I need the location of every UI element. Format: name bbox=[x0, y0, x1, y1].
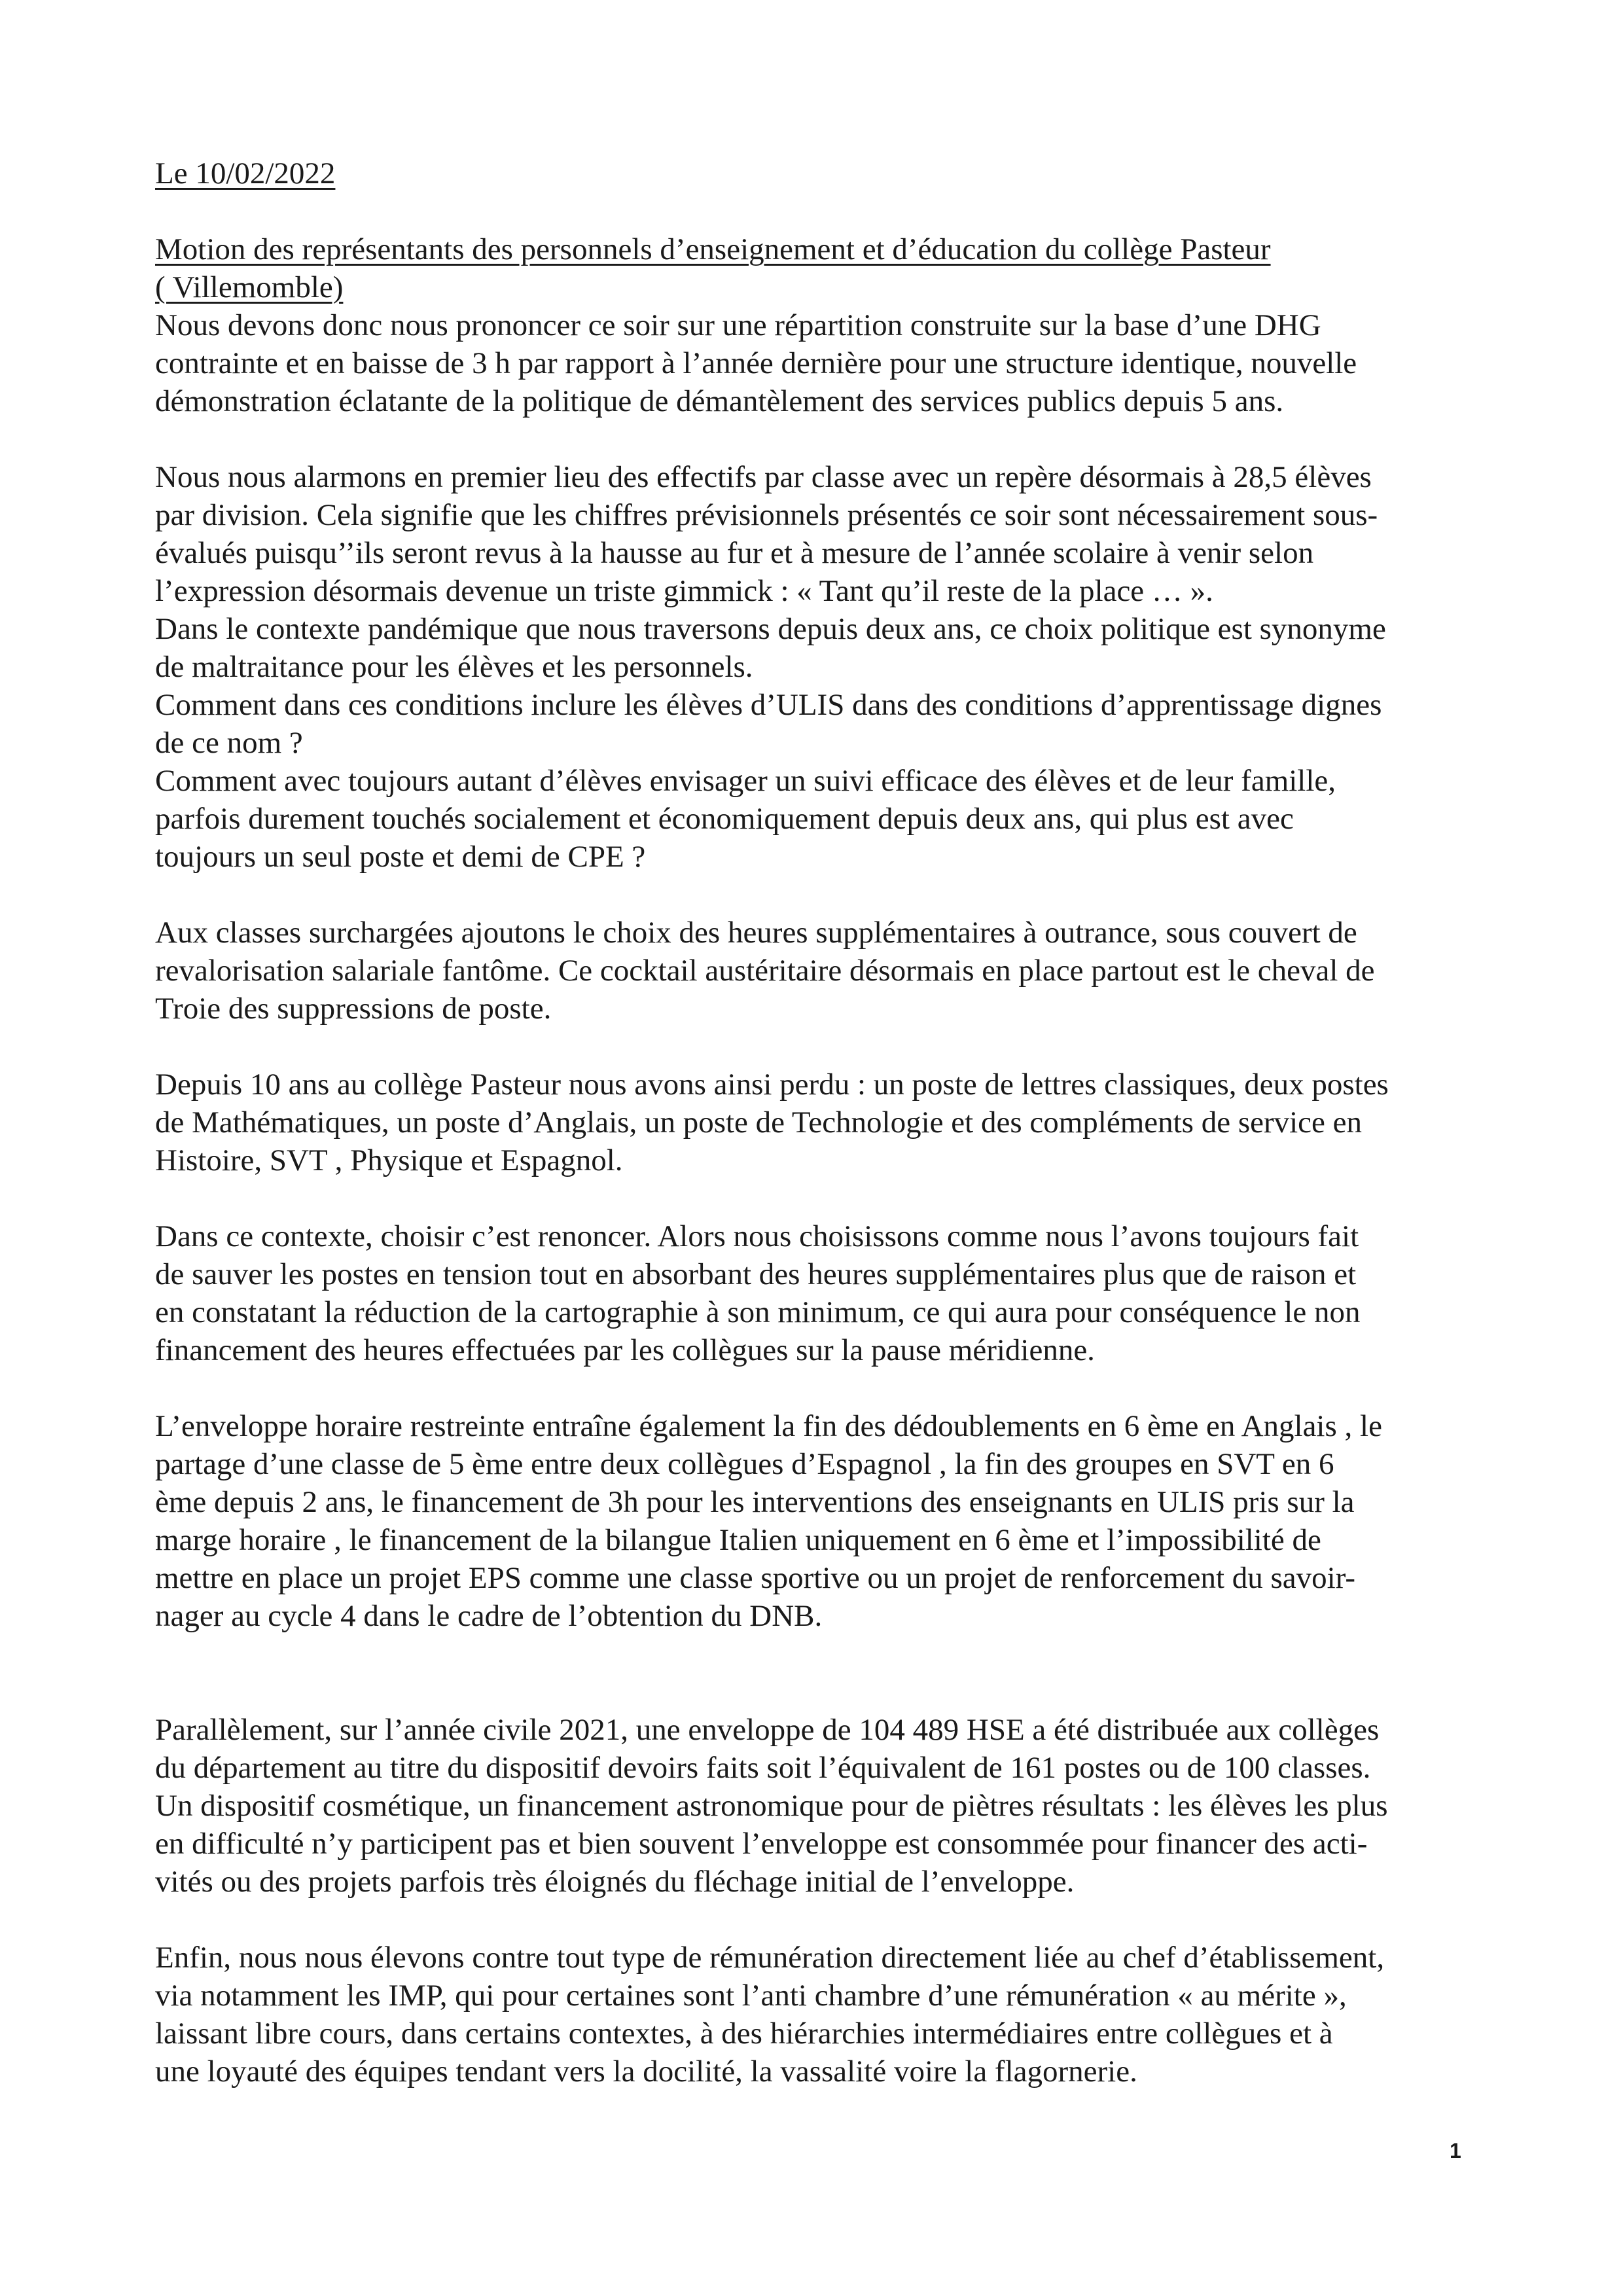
text-line: Troie des suppressions de poste. bbox=[155, 992, 552, 1026]
text-line: nager au cycle 4 dans le cadre de l’obtention du DNB. bbox=[155, 1599, 823, 1633]
text-line: laissant libre cours, dans certains contextes, à des hiérarchies intermédiaires entre collègues et à bbox=[155, 2017, 1333, 2051]
text-line: marge horaire , le financement de la bilangue Italien uniquement en 6 ème et l’impossibilité de bbox=[155, 1523, 1321, 1557]
text-line: du département au titre du dispositif devoirs faits soit l’équivalent de 161 postes ou de 100 classes. bbox=[155, 1751, 1371, 1785]
text-line: Dans ce contexte, choisir c’est renoncer. Alors nous choisissons comme nous l’avons toujours fait bbox=[155, 1219, 1359, 1253]
text-line: Histoire, SVT , Physique et Espagnol. bbox=[155, 1143, 623, 1177]
text-line: L’enveloppe horaire restreinte entraîne également la fin des dédoublements en 6 ème en Anglais , le bbox=[155, 1409, 1382, 1443]
paragraph-8 bbox=[155, 1939, 1484, 2090]
text-line: Nous devons donc nous prononcer ce soir sur une répartition construite sur la base d’une DHG bbox=[155, 308, 1321, 342]
paragraph-3 bbox=[155, 914, 1484, 1028]
paragraph-4 bbox=[155, 1066, 1484, 1179]
text-line: Dans le contexte pandémique que nous traversons depuis deux ans, ce choix politique est synonyme bbox=[155, 612, 1386, 646]
text-line: en constatant la réduction de la cartographie à son minimum, ce qui aura pour conséquence le non bbox=[155, 1295, 1361, 1329]
document-page bbox=[155, 154, 1484, 2090]
text-line: Comment dans ces conditions inclure les élèves d’ULIS dans des conditions d’apprentissage dignes bbox=[155, 688, 1382, 722]
text-line: Un dispositif cosmétique, un financement astronomique pour de piètres résultats : les élèves les plus bbox=[155, 1789, 1388, 1823]
text-line: contrainte et en baisse de 3 h par rapport à l’année dernière pour une structure identique, nouvelle bbox=[155, 346, 1357, 380]
text-line: Depuis 10 ans au collège Pasteur nous avons ainsi perdu : un poste de lettres classiques, deux postes bbox=[155, 1067, 1389, 1102]
text-line: Enfin, nous nous élevons contre tout type de rémunération directement liée au chef d’établissement, bbox=[155, 1941, 1385, 1975]
document-date: Le 10/02/2022 bbox=[155, 156, 336, 190]
document-title-line-1: Motion des représentants des personnels d’enseignement et d’éducation du collège Pasteur bbox=[155, 232, 1271, 266]
spacer bbox=[155, 1028, 1484, 1066]
text-line: une loyauté des équipes tendant vers la docilité, la vassalité voire la flagornerie. bbox=[155, 2054, 1137, 2089]
text-line: en difficulté n’y participent pas et bien souvent l’enveloppe est consommée pour financer des acti- bbox=[155, 1827, 1368, 1861]
spacer bbox=[155, 1179, 1484, 1217]
spacer bbox=[155, 420, 1484, 458]
text-line: Nous nous alarmons en premier lieu des effectifs par classe avec un repère désormais à 28,5 élèves bbox=[155, 460, 1372, 494]
text-line: de Mathématiques, un poste d’Anglais, un poste de Technologie et des compléments de service en bbox=[155, 1105, 1363, 1139]
paragraph-7 bbox=[155, 1711, 1484, 1901]
text-line: par division. Cela signifie que les chiffres prévisionnels présentés ce soir sont nécessairement sous- bbox=[155, 498, 1378, 532]
paragraph-2 bbox=[155, 458, 1484, 876]
text-line: financement des heures effectuées par les collègues sur la pause méridienne. bbox=[155, 1333, 1095, 1367]
text-line: de ce nom ? bbox=[155, 726, 303, 760]
spacer bbox=[155, 192, 1484, 230]
text-line: toujours un seul poste et demi de CPE ? bbox=[155, 840, 646, 874]
spacer bbox=[155, 1635, 1484, 1711]
text-line: partage d’une classe de 5 ème entre deux collègues d’Espagnol , la fin des groupes en SVT en 6 bbox=[155, 1447, 1334, 1481]
spacer bbox=[155, 876, 1484, 914]
text-line: ème depuis 2 ans, le financement de 3h pour les interventions des enseignants en ULIS pris sur la bbox=[155, 1485, 1355, 1519]
text-line: de maltraitance pour les élèves et les personnels. bbox=[155, 650, 753, 684]
text-line: Parallèlement, sur l’année civile 2021, une enveloppe de 104 489 HSE a été distribuée aux collèges bbox=[155, 1713, 1380, 1747]
text-line: Comment avec toujours autant d’élèves envisager un suivi efficace des élèves et de leur famille, bbox=[155, 764, 1336, 798]
text-line: revalorisation salariale fantôme. Ce cocktail austéritaire désormais en place partout est le cheval de bbox=[155, 954, 1375, 988]
paragraph-6 bbox=[155, 1407, 1484, 1635]
text-line: évalués puisqu’’ils seront revus à la hausse au fur et à mesure de l’année scolaire à venir selon bbox=[155, 536, 1314, 570]
paragraph-1 bbox=[155, 306, 1484, 420]
text-line: vités ou des projets parfois très éloignés du fléchage initial de l’enveloppe. bbox=[155, 1865, 1075, 1899]
paragraph-5 bbox=[155, 1217, 1484, 1369]
spacer bbox=[155, 1901, 1484, 1939]
page-number: 1 bbox=[1450, 2139, 1461, 2162]
text-line: l’expression désormais devenue un triste gimmick : « Tant qu’il reste de la place … ». bbox=[155, 574, 1213, 608]
text-line: mettre en place un projet EPS comme une classe sportive ou un projet de renforcement du savoir- bbox=[155, 1561, 1356, 1595]
text-line: de sauver les postes en tension tout en absorbant des heures supplémentaires plus que de raison et bbox=[155, 1257, 1357, 1291]
text-line: Aux classes surchargées ajoutons le choix des heures supplémentaires à outrance, sous couvert de bbox=[155, 916, 1357, 950]
text-line: parfois durement touchés socialement et économiquement depuis deux ans, qui plus est avec bbox=[155, 802, 1294, 836]
document-title-line-2: ( Villemomble) bbox=[155, 270, 344, 304]
text-line: via notamment les IMP, qui pour certaines sont l’anti chambre d’une rémunération « au mérite », bbox=[155, 1979, 1347, 2013]
spacer bbox=[155, 1369, 1484, 1407]
text-line: démonstration éclatante de la politique de démantèlement des services publics depuis 5 ans. bbox=[155, 384, 1284, 418]
